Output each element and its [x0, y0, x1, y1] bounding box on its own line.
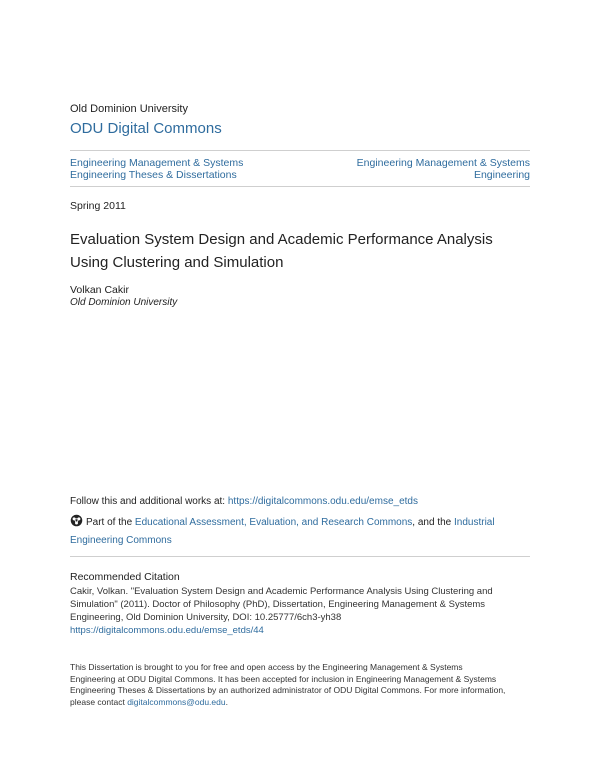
series-right-link-1[interactable]: Engineering Management & Systems [356, 157, 530, 169]
footer-line-4 [70, 697, 530, 709]
document-page [70, 0, 530, 776]
institution-name: Old Dominion University [70, 103, 188, 115]
divider-top [70, 150, 530, 151]
part-of-middle: , and the [412, 517, 454, 528]
divider-series [70, 186, 530, 187]
document-title [70, 228, 530, 274]
divider-citation [70, 556, 530, 557]
follow-line [70, 496, 418, 507]
footer-line-1: This Dissertation is brought to you for free and open access by the Engineering Management & Systems [70, 662, 463, 672]
follow-url-link[interactable]: https://digitalcommons.odu.edu/emse_etds [227, 496, 418, 507]
author-name: Volkan Cakir [70, 284, 129, 296]
title-line-2: Using Clustering and Simulation [70, 254, 284, 271]
title-line-1: Evaluation System Design and Academic Performance Analysis [70, 231, 493, 248]
follow-prefix: Follow this and additional works at: [70, 496, 228, 507]
series-left [70, 157, 243, 181]
series-left-link-2[interactable]: Engineering Theses & Dissertations [70, 169, 237, 181]
series-right-link-2[interactable]: Engineering [473, 169, 530, 181]
footer-contact-suffix: . [225, 696, 228, 707]
citation-heading: Recommended Citation [70, 571, 180, 583]
footer-contact-prefix: please contact [70, 696, 128, 707]
footer-line-2: Engineering at ODU Digital Commons. It has been accepted for inclusion in Engineering Management & Systems [70, 673, 497, 684]
series-left-link-1[interactable]: Engineering Management & Systems [70, 157, 244, 169]
contact-email-link[interactable]: digitalcommons@odu.edu [127, 696, 226, 707]
part-of-link-2a[interactable]: Industrial [454, 517, 495, 528]
part-of-link-2b[interactable]: Engineering Commons [70, 535, 172, 546]
footer-notice [70, 662, 530, 708]
part-of-line [70, 514, 530, 550]
repository-link[interactable]: ODU Digital Commons [70, 120, 222, 137]
series-right [357, 157, 530, 181]
part-of-prefix: Part of the [86, 517, 135, 528]
commons-network-icon [70, 514, 83, 527]
citation-line-2: Simulation" (2011). Doctor of Philosophy (PhD), Dissertation, Engineering Management & Systems [70, 599, 486, 610]
footer-line-3: Engineering Theses & Dissertations by an authorized administrator of ODU Digital Commons. For more information, [70, 685, 506, 695]
citation-line-1: Cakir, Volkan. "Evaluation System Design and Academic Performance Analysis Using Clustering and [70, 586, 493, 597]
citation-url-link[interactable]: https://digitalcommons.odu.edu/emse_etds/44 [70, 625, 264, 636]
part-of-link-1[interactable]: Educational Assessment, Evaluation, and Research Commons [134, 517, 413, 528]
publication-date: Spring 2011 [70, 200, 126, 212]
citation-text [70, 585, 530, 637]
citation-line-3: Engineering, Old Dominion University, DOI: 10.25777/6ch3-yh38 [70, 612, 342, 623]
author-affiliation: Old Dominion University [70, 297, 178, 308]
